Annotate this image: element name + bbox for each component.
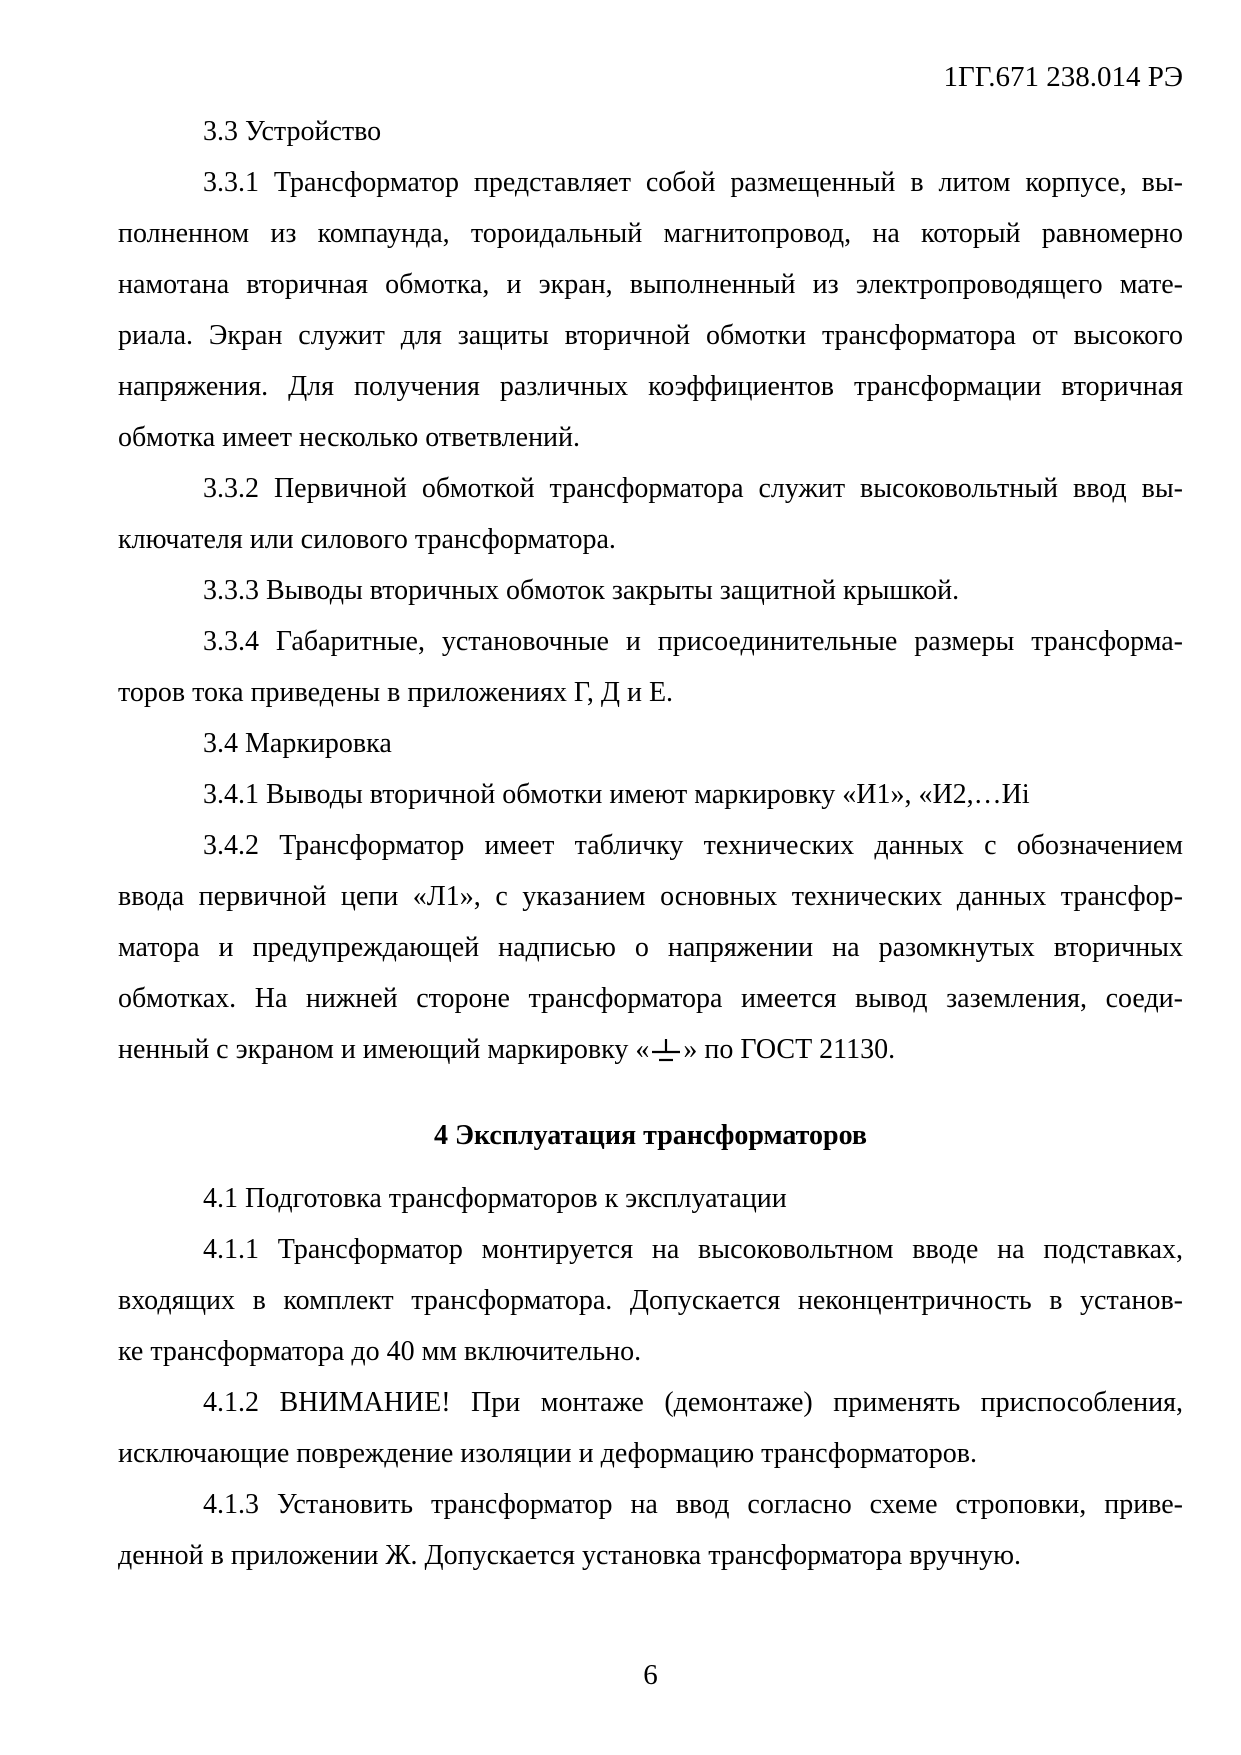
para-4-1-3 xyxy=(118,1479,1183,1581)
para-3-3-3 xyxy=(118,565,1183,616)
document-body xyxy=(118,106,1183,1581)
text-line: 3.3.3 Выводы вторичных обмоток закрыты защитной крышкой. xyxy=(203,575,960,606)
para-4-1-1 xyxy=(118,1224,1183,1377)
page-number: 6 xyxy=(643,1659,658,1691)
text-segment: » по ГОСТ 21130. xyxy=(683,1034,896,1065)
subsection-3-4-title xyxy=(118,718,1183,769)
text-line: 4 Эксплуатация трансформаторов xyxy=(433,1120,868,1151)
text-line: входящих в комплект трансформатора. Допускается неконцентричность в установ- xyxy=(118,1285,1183,1316)
para-3-3-4 xyxy=(118,616,1183,718)
text-line: 3.3.4 Габаритные, установочные и присоединительные размеры трансформа- xyxy=(203,626,1183,657)
text-line: 4.1.2 ВНИМАНИЕ! При монтаже (демонтаже) применять приспособления, xyxy=(203,1387,1183,1418)
para-4-1-2 xyxy=(118,1377,1183,1479)
text-line: денной в приложении Ж. Допускается установка трансформатора вручную. xyxy=(118,1540,1022,1571)
text-line: 4.1.1 Трансформатор монтируется на высоковольтном вводе на подставках, xyxy=(203,1234,1183,1265)
text-line: 3.4.1 Выводы вторичной обмотки имеют маркировку «И1», «И2,…Иi xyxy=(203,779,1030,810)
text-line: обмотка имеет несколько ответвлений. xyxy=(118,422,581,453)
text-line: полненном из компаунда, тороидальный магнитопровод, на который равномерно xyxy=(118,218,1183,249)
para-4-1 xyxy=(118,1173,1183,1224)
text-line: 4.1 Подготовка трансформаторов к эксплуатации xyxy=(203,1183,787,1214)
text-line: ввода первичной цепи «Л1», с указанием основных технических данных трансфор- xyxy=(118,881,1183,912)
text-line: риала. Экран служит для защиты вторичной обмотки трансформатора от высокого xyxy=(118,320,1183,351)
subsection-3-3-title xyxy=(118,106,1183,157)
text-segment: ненный с экраном и имеющий маркировку « xyxy=(118,1034,650,1065)
text-line: 4.1.3 Установить трансформатор на ввод согласно схеме строповки, приве- xyxy=(203,1489,1183,1520)
text-line: ке трансформатора до 40 мм включительно. xyxy=(118,1336,642,1367)
text-line: 3.3 Устройство xyxy=(203,116,382,147)
section-4-heading xyxy=(118,1110,1183,1161)
text-line: намотана вторичная обмотка, и экран, выполненный из электропроводящего мате- xyxy=(118,269,1183,300)
text-line xyxy=(118,1024,1183,1075)
earth-ground-icon xyxy=(651,1035,681,1065)
text-line: матора и предупреждающей надписью о напряжении на разомкнутых вторичных xyxy=(118,932,1183,963)
text-line: исключающие повреждение изоляции и деформацию трансформаторов. xyxy=(118,1438,977,1469)
text-line: 3.4 Маркировка xyxy=(203,728,392,759)
text-line: напряжения. Для получения различных коэффициентов трансформации вторичная xyxy=(118,371,1183,402)
text-line: торов тока приведены в приложениях Г, Д и Е. xyxy=(118,677,674,708)
text-line: 3.4.2 Трансформатор имеет табличку технических данных с обозначением xyxy=(203,830,1183,861)
para-3-4-1 xyxy=(118,769,1183,820)
para-3-3-1 xyxy=(118,157,1183,463)
text-line: 3.3.2 Первичной обмоткой трансформатора служит высоковольтный ввод вы- xyxy=(203,473,1183,504)
document-code: 1ГГ.671 238.014 РЭ xyxy=(943,61,1183,93)
para-3-4-2 xyxy=(118,820,1183,1075)
text-line: обмотках. На нижней стороне трансформатора имеется вывод заземления, соеди- xyxy=(118,983,1183,1014)
text-line: ключателя или силового трансформатора. xyxy=(118,524,616,555)
text-line: 3.3.1 Трансформатор представляет собой размещенный в литом корпусе, вы- xyxy=(203,167,1183,198)
para-3-3-2 xyxy=(118,463,1183,565)
